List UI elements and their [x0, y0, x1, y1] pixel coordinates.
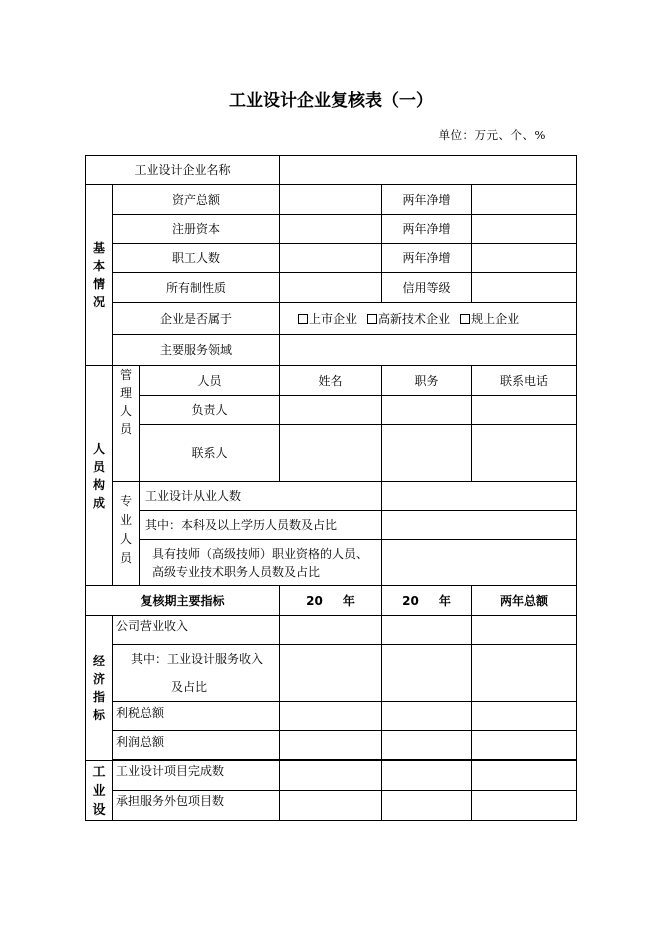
design-row-projects [86, 761, 577, 791]
contact-person-phone-field[interactable] [472, 425, 577, 482]
assets-field[interactable] [280, 185, 382, 215]
outsourcing-label: 承担服务外包项目数 [113, 791, 280, 821]
design-revenue-total-field[interactable] [472, 645, 577, 702]
profit-year2-field[interactable] [382, 731, 472, 760]
profit-total-field[interactable] [472, 731, 577, 760]
tax-year2-field[interactable] [382, 702, 472, 731]
capital-growth-field[interactable] [472, 215, 577, 244]
ownership-label: 所有制性质 [113, 273, 280, 303]
belongs-label: 企业是否属于 [113, 303, 280, 335]
capital-field[interactable] [280, 215, 382, 244]
tax-year1-field[interactable] [280, 702, 382, 731]
tax-label: 利税总额 [113, 702, 280, 731]
basic-row-service [86, 335, 577, 366]
pro-row-technician [86, 540, 577, 586]
head-person-name-field[interactable] [280, 396, 382, 425]
option-listed[interactable]: 上市企业 [298, 312, 357, 326]
head-person-label: 负责人 [140, 396, 280, 425]
unit-note: 单位：万元、个、% [438, 128, 546, 142]
assets-label: 资产总额 [113, 185, 280, 215]
econ-row-tax [86, 702, 577, 731]
pro-technician-label: 具有技师（高级技师）职业资格的人员、高级专业技术职务人员数及占比 [140, 540, 382, 586]
service-label: 主要服务领域 [113, 335, 280, 366]
pro-total-label: 工业设计从业人数 [140, 482, 382, 511]
credit-label: 信用等级 [382, 273, 472, 303]
year-2-header: 20 年 [382, 586, 472, 616]
head-person-phone-field[interactable] [472, 396, 577, 425]
employees-field[interactable] [280, 244, 382, 273]
outsourcing-year1-field[interactable] [280, 791, 382, 821]
review-form-table [85, 155, 577, 821]
company-name-row [86, 156, 577, 185]
year-1-header: 20 年 [280, 586, 382, 616]
review-label: 复核期主要指标 [86, 586, 280, 616]
professional-label: 专 业 人 员 [113, 482, 140, 586]
profit-year1-field[interactable] [280, 731, 382, 760]
checkbox-listed[interactable] [298, 314, 308, 324]
projects-label: 工业设计项目完成数 [113, 761, 280, 791]
pro-row-degree [86, 511, 577, 540]
design-row-outsourcing [86, 791, 577, 821]
econ-row-design-revenue [86, 645, 577, 702]
ownership-field[interactable] [280, 273, 382, 303]
header-position: 职务 [382, 366, 472, 396]
belongs-options [280, 303, 577, 335]
option-hightech[interactable]: 高新技术企业 [367, 312, 450, 326]
option-scale[interactable]: 规上企业 [460, 312, 519, 326]
contact-person-position-field[interactable] [382, 425, 472, 482]
company-name-field[interactable] [280, 156, 577, 185]
header-person: 人员 [140, 366, 280, 396]
contact-person-name-field[interactable] [280, 425, 382, 482]
page-title: 工业设计企业复核表（一） [229, 91, 433, 111]
personnel-section-label: 人 员 构 成 [86, 366, 113, 586]
two-year-total-header: 两年总额 [472, 586, 577, 616]
projects-total-field[interactable] [472, 761, 577, 791]
basic-section-label: 基 本 情 况 [86, 185, 113, 366]
company-name-label: 工业设计企业名称 [86, 156, 280, 185]
credit-field[interactable] [472, 273, 577, 303]
projects-year1-field[interactable] [280, 761, 382, 791]
tax-total-field[interactable] [472, 702, 577, 731]
revenue-year2-field[interactable] [382, 616, 472, 645]
econ-row-profit [86, 731, 577, 760]
design-revenue-year2-field[interactable] [382, 645, 472, 702]
contact-person-label: 联系人 [140, 425, 280, 482]
personnel-header-row [86, 366, 577, 396]
pro-row-total [86, 482, 577, 511]
capital-label: 注册资本 [113, 215, 280, 244]
revenue-total-field[interactable] [472, 616, 577, 645]
profit-label: 利润总额 [113, 731, 280, 760]
contact-person-row [86, 425, 577, 454]
service-field[interactable] [280, 335, 577, 366]
header-name: 姓名 [280, 366, 382, 396]
revenue-year1-field[interactable] [280, 616, 382, 645]
pro-technician-field[interactable] [382, 540, 577, 586]
design-revenue-label: 其中：工业设计服务收入 及占比 [113, 645, 280, 702]
outsourcing-total-field[interactable] [472, 791, 577, 821]
pro-degree-field[interactable] [382, 511, 577, 540]
employees-growth-label: 两年净增 [382, 244, 472, 273]
revenue-label: 公司营业收入 [113, 616, 280, 645]
assets-growth-field[interactable] [472, 185, 577, 215]
basic-row-assets [86, 185, 577, 215]
basic-row-ownership [86, 273, 577, 303]
head-person-row [86, 396, 577, 425]
checkbox-hightech[interactable] [367, 314, 377, 324]
assets-growth-label: 两年净增 [382, 185, 472, 215]
basic-row-belongs [86, 303, 577, 335]
basic-row-capital [86, 215, 577, 244]
pro-total-field[interactable] [382, 482, 577, 511]
pro-degree-label: 其中：本科及以上学历人员数及占比 [140, 511, 382, 540]
design-section-label: 工 业 设 [86, 761, 113, 821]
employees-growth-field[interactable] [472, 244, 577, 273]
management-label: 管 理 人 员 [113, 366, 140, 482]
head-person-position-field[interactable] [382, 396, 472, 425]
outsourcing-year2-field[interactable] [382, 791, 472, 821]
employees-label: 职工人数 [113, 244, 280, 273]
design-revenue-year1-field[interactable] [280, 645, 382, 702]
econ-row-revenue [86, 616, 577, 645]
review-header-row [86, 586, 577, 616]
economic-section-label: 经 济 指 标 [86, 616, 113, 761]
header-phone: 联系电话 [472, 366, 577, 396]
basic-row-employees [86, 244, 577, 273]
capital-growth-label: 两年净增 [382, 215, 472, 244]
projects-year2-field[interactable] [382, 761, 472, 791]
checkbox-scale[interactable] [460, 314, 470, 324]
